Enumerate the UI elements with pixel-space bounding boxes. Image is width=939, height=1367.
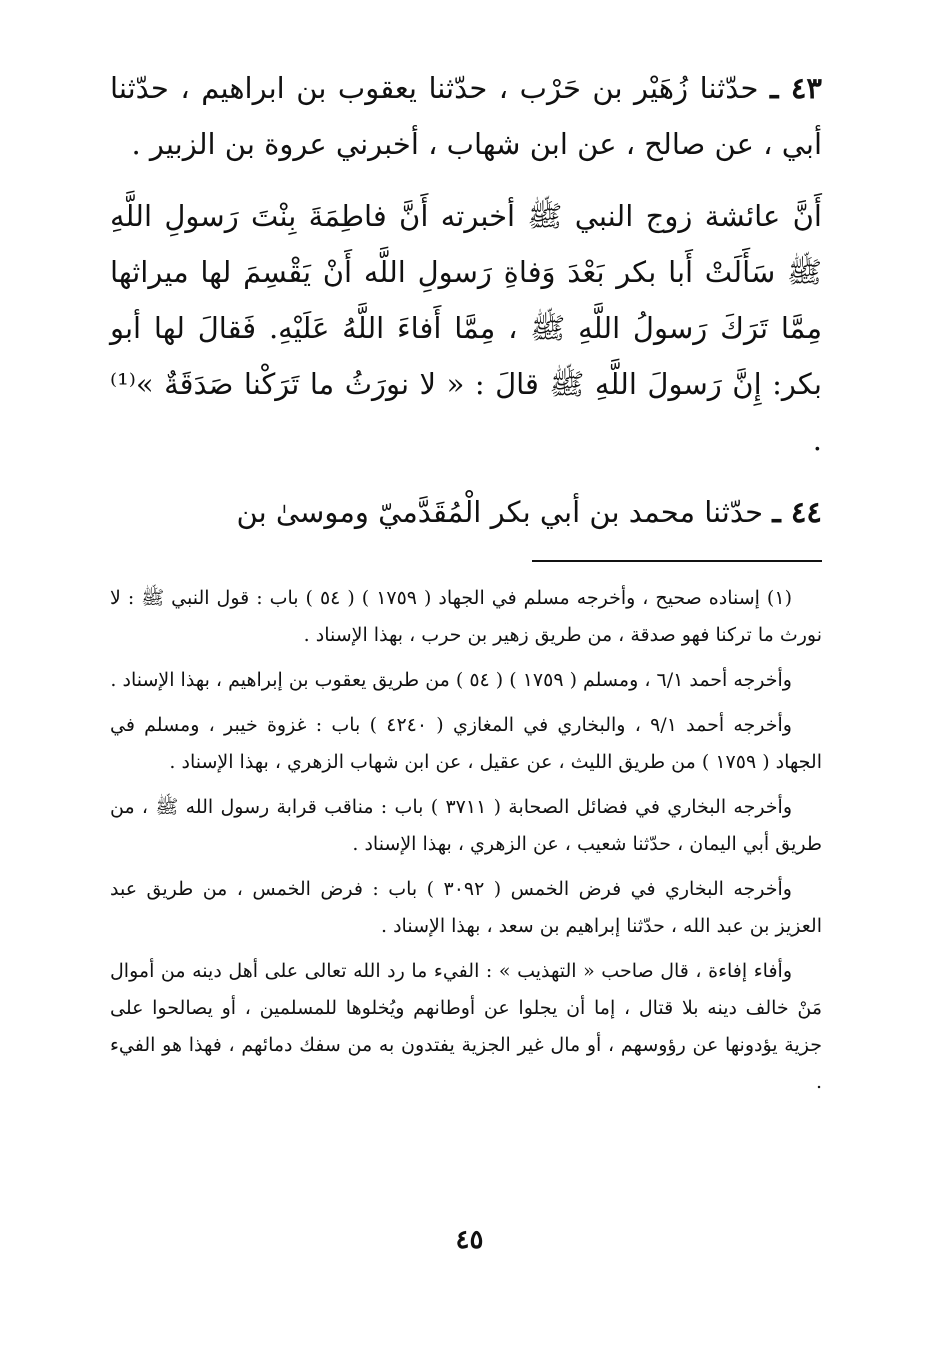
- hadith-44: [110, 484, 822, 540]
- book-page: [110, 60, 822, 1109]
- footnote-paragraph: وأخرجه أحمد ٩/١ ، والبخاري في المغازي ( ٤٢٤٠ ) باب : غزوة خيبر ، ومسلم في الجهاد ( ١٧٥٩ ) من طريق الليث ، عن عقيل ، عن ابن شهاب الزهري ، بهذا الإسناد .: [110, 714, 822, 773]
- hadith-matn: أَنَّ عائشة زوج النبي ﷺ أخبرته أَنَّ فاطِمَةَ بِنْتَ رَسولِ اللَّهِ ﷺ سَأَلَتْ أَبا بكر بَعْدَ وَفاةِ رَسولِ اللَّه أَنْ يَقْسِمَ لها ميراثها مِمَّا تَرَكَ رَسولُ اللَّهِ ﷺ ، مِمَّا أَفاءَ اللَّهُ عَلَيْهِ. فَقالَ لها أبو بكر: إِنَّ رَسولَ اللَّهِ ﷺ قالَ : « لا نورَثُ ما تَرَكْنا صَدَقَةٌ »⁽¹⁾ .: [110, 199, 822, 457]
- footnote-paragraph: وأخرجه أحمد ٦/١ ، ومسلم ( ١٧٥٩ ) ( ٥٤ ) من طريق يعقوب بن إبراهيم ، بهذا الإسناد .: [110, 669, 792, 691]
- hadith-number: ٤٣ ـ: [769, 71, 822, 105]
- main-text: [110, 60, 822, 540]
- page-number: ٤٥: [455, 1225, 484, 1255]
- footnote-paragraph: وأفاء إفاءة ، قال صاحب « التهذيب » : الفيء ما رد الله تعالى على أهل دينه من أموال مَنْ خالف دينه بلا قتال ، إما أن يجلوا عن أوطانهم ويُخلوها للمسلمين ، أو يصالحوا على جزية يؤدونها عن رؤوسهم ، أو مال غير الجزية يفتدون به من سفك دمائهم ، فهذا هو الفيء .: [110, 960, 822, 1093]
- hadith-number: ٤٤ ـ: [772, 495, 822, 529]
- footnote-divider: [532, 560, 822, 562]
- footnotes: [110, 580, 822, 1101]
- hadith-isnad: حدّثنا محمد بن أبي بكر الْمُقَدَّميّ وموسىٰ بن: [236, 495, 764, 529]
- footnote-paragraph: (١) إسناده صحيح ، وأخرجه مسلم في الجهاد ( ١٧٥٩ ) ( ٥٤ ) باب : قول النبي ﷺ : لا نورث ما تركنا فهو صدقة ، من طريق زهير بن حرب ، بهذا الإسناد .: [110, 587, 822, 646]
- footnote-paragraph: وأخرجه البخاري في فضائل الصحابة ( ٣٧١١ ) باب : مناقب قرابة رسول الله ﷺ ، من طريق أبي اليمان ، حدّثنا شعيب ، عن الزهري ، بهذا الإسناد .: [110, 796, 822, 855]
- footnote-paragraph: وأخرجه البخاري في فرض الخمس ( ٣٠٩٢ ) باب : فرض الخمس ، من طريق عبد العزيز بن عبد الله ، حدّثنا إبراهيم بن سعد ، بهذا الإسناد .: [110, 878, 822, 937]
- hadith-43: [110, 60, 822, 172]
- hadith-isnad: حدّثنا زُهَيْر بن حَرْب ، حدّثنا يعقوب بن ابراهيم ، حدّثنا أبي ، عن صالح ، عن ابن شهاب ، أخبرني عروة بن الزبير .: [110, 71, 822, 161]
